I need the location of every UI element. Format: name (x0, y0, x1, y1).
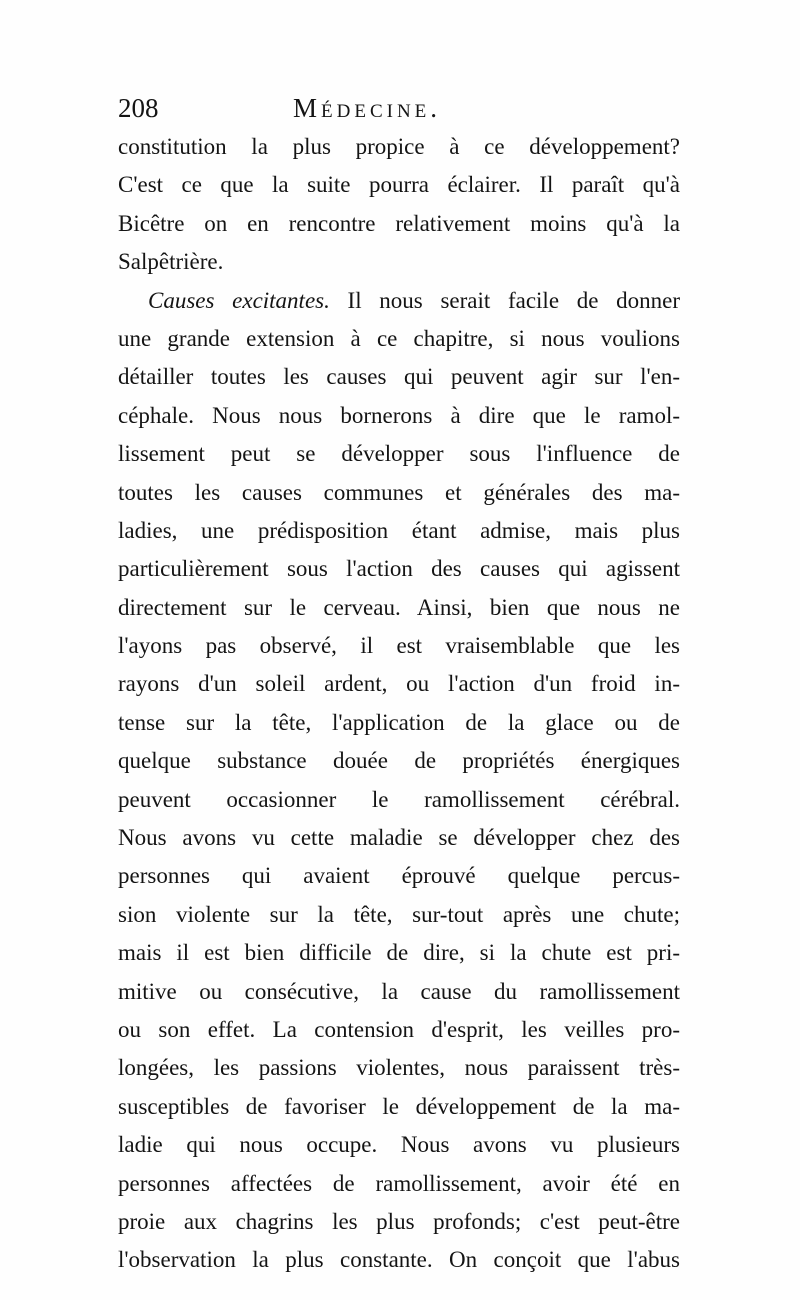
text-line: peuvent occasionner le ramollissement cérébral. (118, 786, 680, 812)
text-line: une grande extension à ce chapitre, si nous voulions (118, 325, 680, 351)
text-line: personnes qui avaient éprouvé quelque percus- (118, 863, 680, 889)
text-line: particulièrement sous l'action des causes qui agissent (118, 556, 680, 582)
text-line: l'ayons pas observé, il est vraisemblable que les (118, 633, 680, 659)
text-line: Salpêtrière. (118, 249, 224, 275)
text-line: susceptibles de favoriser le développement de la ma- (118, 1093, 680, 1119)
text-line: Bicêtre on en rencontre relativement moins qu'à la (118, 210, 680, 236)
body-text (118, 128, 680, 1280)
text-line: lissement peut se développer sous l'influence de (118, 441, 680, 467)
text-line: C'est ce que la suite pourra éclairer. Il paraît qu'à (118, 172, 680, 198)
text-line: toutes les causes communes et générales des ma- (118, 479, 680, 505)
text-line: ladies, une prédisposition étant admise, mais plus (118, 517, 680, 543)
text-line: rayons d'un soleil ardent, ou l'action d'un froid in- (118, 671, 680, 697)
text-line: proie aux chagrins les plus profonds; c'est peut-être (118, 1208, 680, 1234)
text-line: constitution la plus propice à ce développement? (118, 134, 680, 159)
section-first-line-text: Il nous serait facile de donner (329, 287, 680, 313)
text-line: sion violente sur la tête, sur-tout après une chute; (118, 901, 680, 927)
text-line: personnes affectées de ramollissement, avoir été en (118, 1170, 680, 1196)
text-line: ou son effet. La contension d'esprit, les veilles pro- (118, 1016, 680, 1042)
text-line: détailler toutes les causes qui peuvent agir sur l'en- (118, 364, 680, 390)
text-line: l'observation la plus constante. On conçoit que l'abus (118, 1247, 680, 1273)
running-head (118, 88, 688, 128)
text-line: tense sur la tête, l'application de la glace ou de (118, 709, 680, 735)
section-first-line (118, 282, 680, 320)
text-line: quelque substance douée de propriétés énergiques (118, 748, 680, 774)
text-line: ladie qui nous occupe. Nous avons vu plusieurs (118, 1132, 680, 1158)
text-line: directement sur le cerveau. Ainsi, bien que nous ne (118, 594, 680, 620)
text-line: longées, les passions violentes, nous paraissent très- (118, 1055, 680, 1081)
section-heading: Causes excitantes. (148, 287, 330, 313)
text-line: Nous avons vu cette maladie se développer chez des (118, 825, 680, 851)
text-line: mais il est bien difficile de dire, si la chute est pri- (118, 940, 680, 966)
text-line: céphale. Nous nous bornerons à dire que le ramol- (118, 402, 680, 428)
text-line: mitive ou consécutive, la cause du ramollissement (118, 978, 680, 1004)
page-number: 208 (118, 93, 159, 123)
running-title: Médecine. (293, 93, 442, 123)
